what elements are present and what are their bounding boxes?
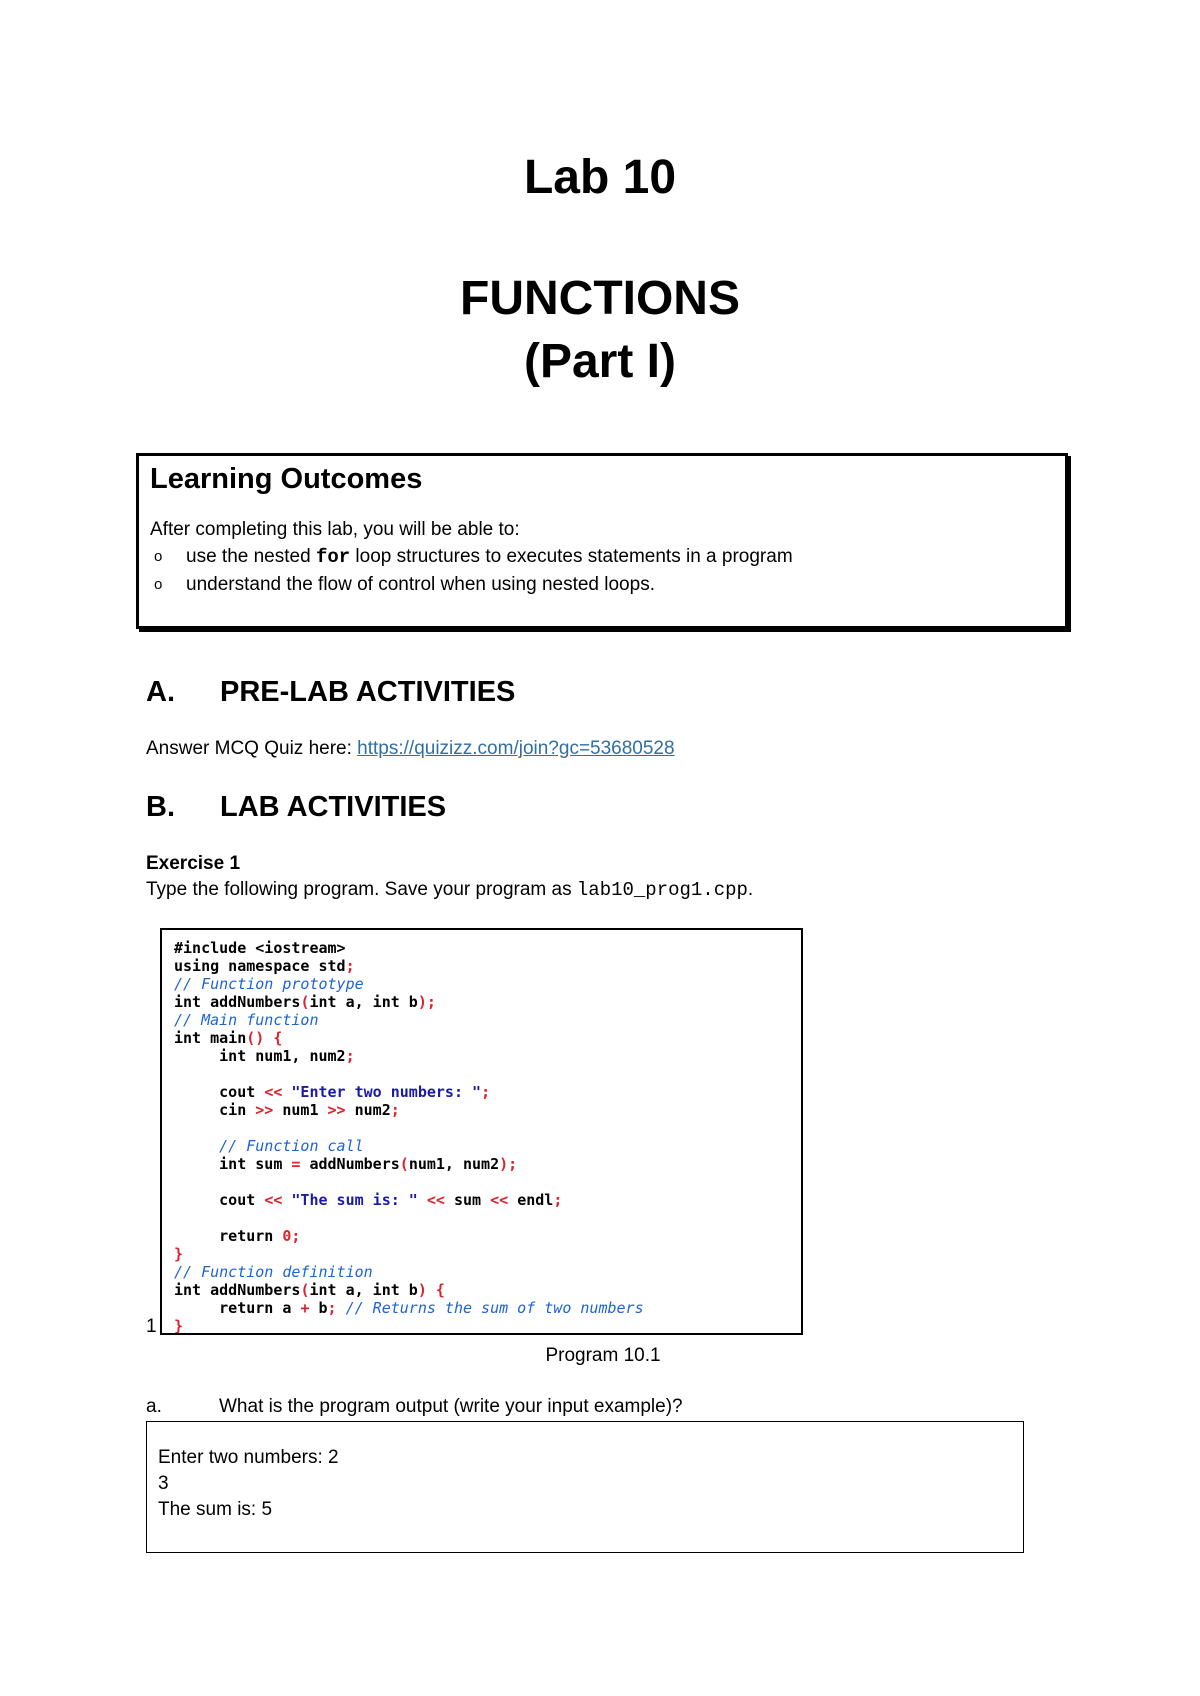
section-b-heading	[146, 790, 446, 824]
code-line	[174, 1227, 789, 1245]
code-token: ;	[327, 1299, 346, 1317]
code-token: endl	[517, 1191, 554, 1209]
code-line	[174, 1119, 789, 1137]
code-token: // Function prototype	[174, 975, 364, 993]
code-token: #include <iostream>	[174, 939, 346, 957]
code-token: ;	[553, 1191, 563, 1209]
learning-outcomes-heading: Learning Outcomes	[150, 463, 423, 495]
code-token: // Function call	[174, 1137, 364, 1155]
code-token: );	[417, 993, 436, 1011]
code-token: cout	[174, 1191, 265, 1209]
code-token: ) {	[417, 1281, 445, 1299]
code-token: =	[291, 1155, 310, 1173]
code-token: cin	[174, 1101, 256, 1119]
section-b-title: LAB ACTIVITIES	[220, 791, 447, 823]
part-title: (Part I)	[523, 335, 676, 388]
topic-title: FUNCTIONS	[460, 272, 740, 325]
code-token: addNumbers	[309, 1155, 400, 1173]
code-token: // Function definition	[174, 1263, 373, 1281]
code-token: >>	[255, 1101, 283, 1119]
section-b-letter: B.	[146, 791, 175, 823]
code-token: // Main function	[174, 1011, 319, 1029]
code-token: int num1, num2	[174, 1047, 346, 1065]
code-line	[174, 1137, 789, 1155]
code-token: "Enter two numbers: "	[291, 1083, 482, 1101]
code-line	[174, 993, 789, 1011]
code-line	[174, 1245, 789, 1263]
answer-line: 3	[158, 1473, 169, 1494]
section-a-title: PRE-LAB ACTIVITIES	[220, 676, 516, 708]
exercise-instruction-text: Type the following program. Save your program as	[146, 879, 577, 900]
code-token: num1	[282, 1101, 328, 1119]
code-token: num2	[354, 1101, 391, 1119]
code-line	[174, 1029, 789, 1047]
code-token: (	[300, 1281, 310, 1299]
code-token: ;	[291, 1227, 301, 1245]
code-token: sum	[453, 1191, 491, 1209]
learning-outcome-item	[150, 571, 1054, 598]
code-token: int sum	[174, 1155, 292, 1173]
code-line	[174, 939, 789, 957]
page-number: 1	[146, 1316, 157, 1337]
code-token: num1, num2	[408, 1155, 500, 1173]
answer-line: Enter two numbers: 2	[158, 1447, 339, 1468]
exercise-instruction-end: .	[747, 879, 754, 900]
learning-outcome-text: understand the flow of control when using nested loops.	[186, 574, 655, 595]
prelab-quiz-text: Answer MCQ Quiz here:	[146, 738, 358, 759]
code-token: }	[174, 1245, 184, 1263]
code-token: b	[318, 1299, 328, 1317]
code-token: return a	[174, 1299, 301, 1317]
question-text: What is the program output (write your input example)?	[219, 1396, 683, 1417]
code-line	[174, 1317, 789, 1335]
code-token: ;	[481, 1083, 491, 1101]
code-line	[174, 975, 789, 993]
code-token: (	[399, 1155, 409, 1173]
code-token: // Returns the sum of two numbers	[345, 1299, 644, 1317]
code-line	[174, 1281, 789, 1299]
code-token: 0	[282, 1227, 292, 1245]
code-line	[174, 1209, 789, 1227]
code-line	[174, 1101, 789, 1119]
code-token: (	[300, 993, 310, 1011]
question-a	[146, 1394, 683, 1420]
code-line	[174, 1173, 789, 1191]
learning-outcomes-list	[150, 543, 1054, 598]
code-token: }	[174, 1317, 184, 1335]
bullet-circle-icon: o	[154, 576, 163, 593]
code-line	[174, 1083, 789, 1101]
exercise-filename: lab10_prog1.cpp	[576, 879, 748, 901]
prelab-quiz-line	[146, 736, 675, 762]
code-token: ;	[345, 1047, 355, 1065]
code-token: <<	[264, 1083, 292, 1101]
code-token: int addNumbers	[174, 993, 301, 1011]
code-token: return	[174, 1227, 283, 1245]
code-token: using namespace std	[174, 957, 346, 975]
exercise-instruction	[146, 877, 753, 903]
learning-outcome-item	[150, 543, 1054, 571]
code-token: cout	[174, 1083, 265, 1101]
learning-outcomes-box	[136, 453, 1068, 629]
code-token: +	[300, 1299, 319, 1317]
code-token: int main	[174, 1029, 247, 1047]
lab-title: Lab 10	[523, 151, 677, 204]
code-token: <<	[426, 1191, 454, 1209]
learning-outcome-code: for	[315, 546, 351, 568]
section-a-heading	[146, 675, 515, 709]
learning-outcomes-intro: After completing this lab, you will be able to:	[150, 519, 520, 540]
answer-box[interactable]	[146, 1421, 1024, 1553]
code-token: <<	[264, 1191, 292, 1209]
code-token: >>	[327, 1101, 355, 1119]
bullet-circle-icon: o	[154, 548, 163, 565]
code-line	[174, 1047, 789, 1065]
code-listing	[160, 928, 803, 1335]
code-line	[174, 1065, 789, 1083]
code-token: int addNumbers	[174, 1281, 301, 1299]
code-line	[174, 1299, 789, 1317]
learning-outcome-text: use the nested	[186, 546, 316, 567]
code-token: int a, int b	[309, 993, 418, 1011]
quiz-link[interactable]: https://quizizz.com/join?gc=53680528	[357, 738, 675, 759]
code-line	[174, 957, 789, 975]
code-line	[174, 1155, 789, 1173]
code-token: <<	[490, 1191, 518, 1209]
answer-line: The sum is: 5	[158, 1499, 273, 1520]
code-line	[174, 1263, 789, 1281]
code-token: "The sum is: "	[291, 1191, 427, 1209]
code-token: ;	[345, 957, 355, 975]
code-token: () {	[246, 1029, 283, 1047]
code-line	[174, 1011, 789, 1029]
code-token: int a, int b	[309, 1281, 418, 1299]
code-token: ;	[390, 1101, 400, 1119]
section-a-letter: A.	[146, 676, 175, 708]
exercise-title: Exercise 1	[146, 853, 241, 874]
question-label: a.	[146, 1396, 162, 1417]
program-caption: Program 10.1	[545, 1345, 661, 1366]
code-token: );	[499, 1155, 518, 1173]
code-line	[174, 1191, 789, 1209]
learning-outcome-text: loop structures to executes statements in a program	[350, 546, 793, 567]
